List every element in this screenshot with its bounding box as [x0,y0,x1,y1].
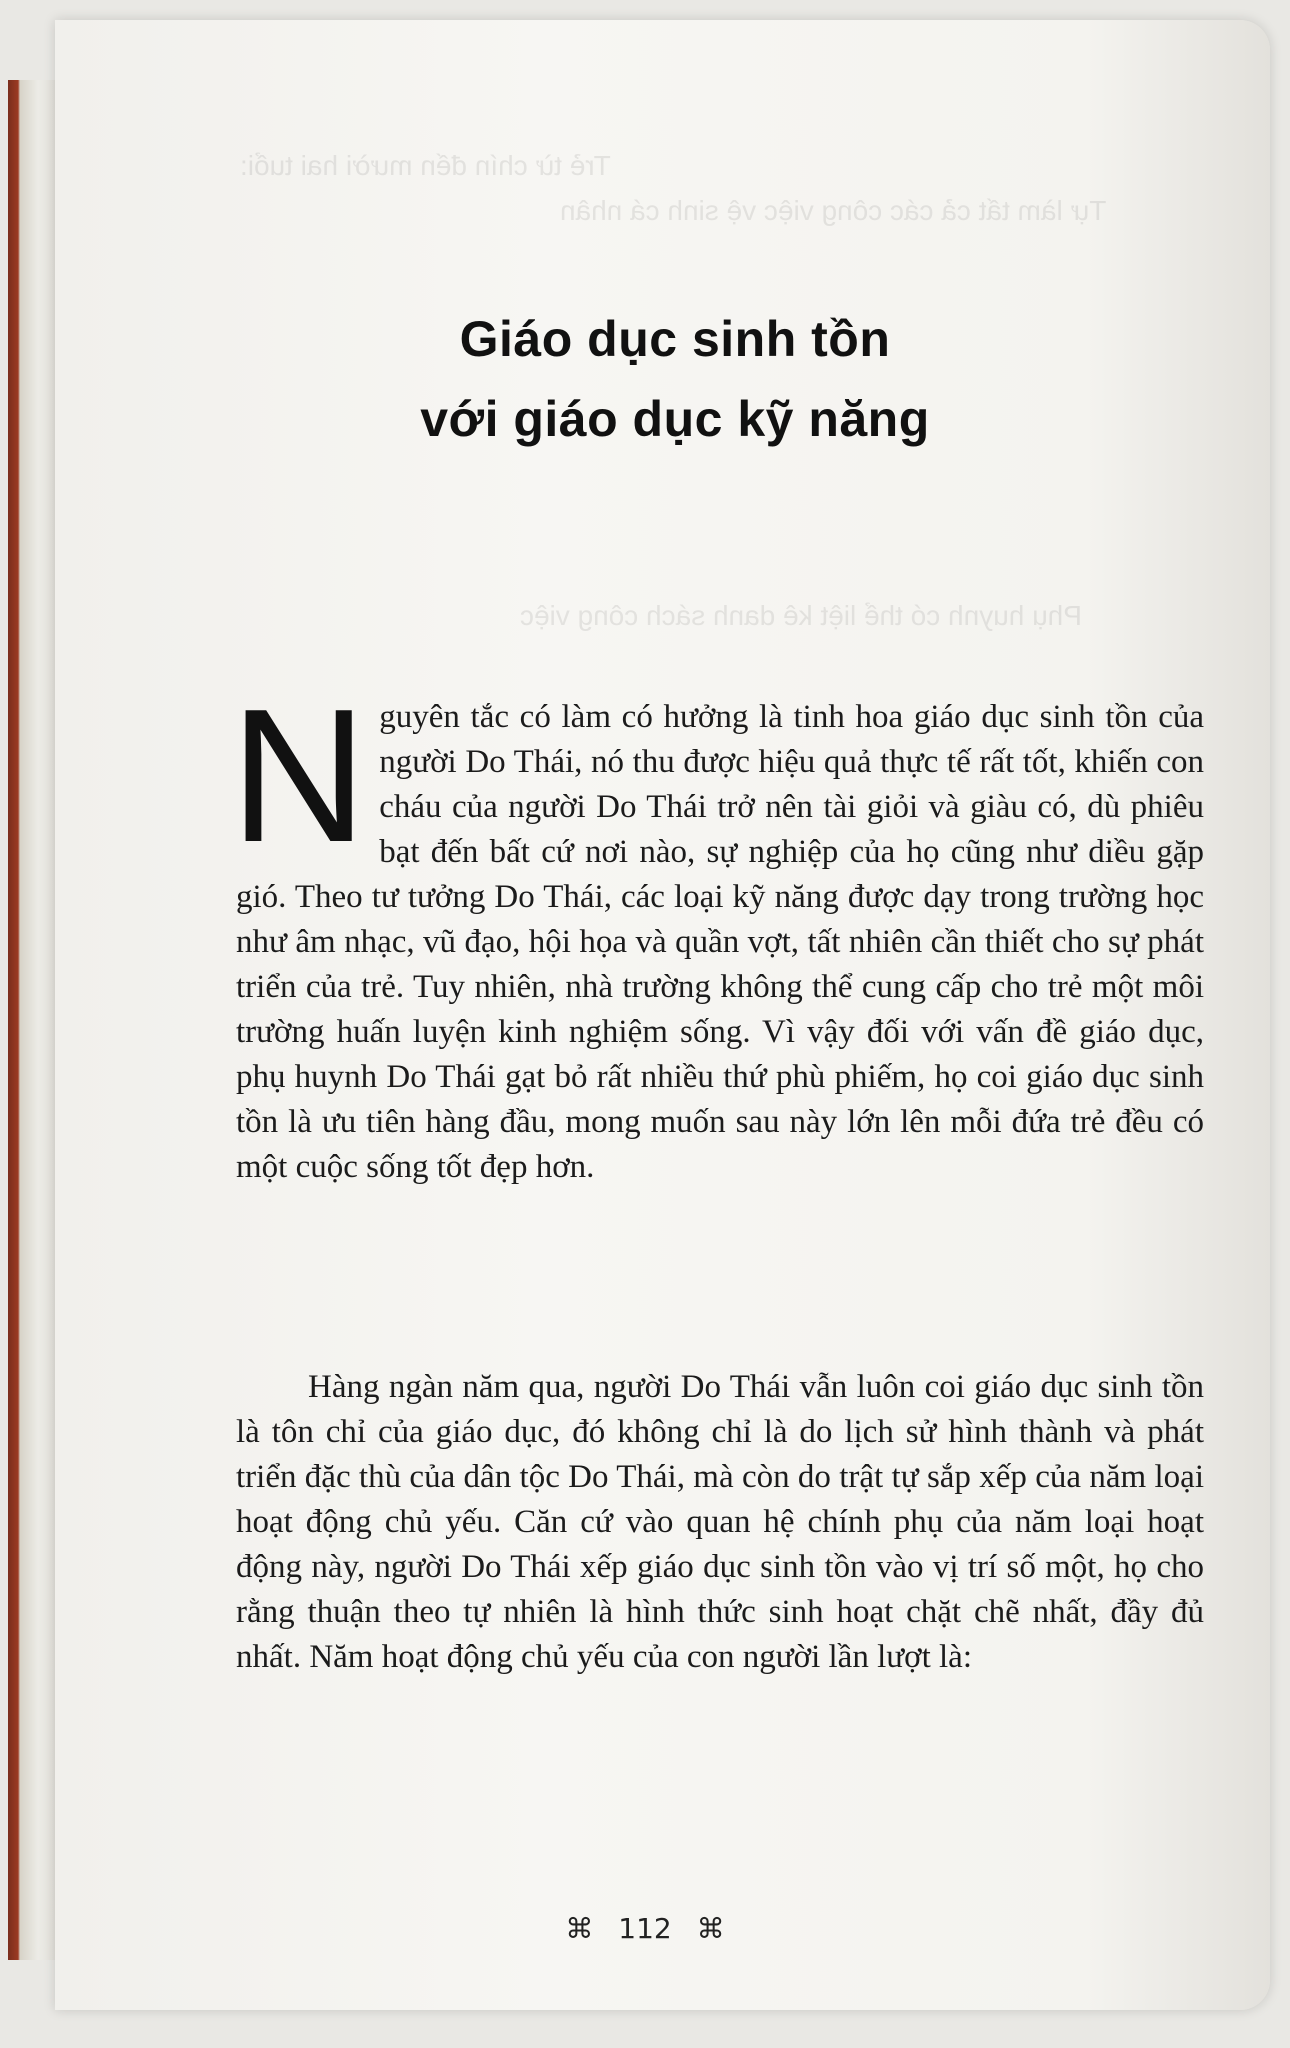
chapter-title-line-1: Giáo dục sinh tồn [459,311,891,367]
ornament-right-icon: ⌘ [696,1912,725,1945]
paragraph-1-text: guyên tắc có làm có hưởng là tinh hoa giáo dục sinh tồn của người Do Thái, nó thu được hiệu quả thực tế rất tốt, khiến con cháu của người Do Thái trở nên tài giỏi và giàu có, dù phiêu bạt đến bất cứ nơi nào, sự nghiệp của họ cũng như diều gặp gió. Theo tư tưởng Do Thái, các loại kỹ năng được dạy trong trường học như âm nhạc, vũ đạo, hội họa và quần vợt, tất nhiên cần thiết cho sự phát triển của trẻ. Tuy nhiên, nhà trường không thể cung cấp cho trẻ một môi trường huấn luyện kinh nghiệm sống. Vì vậy đối với vấn đề giáo dục, phụ huynh Do Thái gạt bỏ rất nhiều thứ phù phiếm, họ coi giáo dục sinh tồn là ưu tiên hàng đầu, mong muốn sau này lớn lên mỗi đứa trẻ đều có một cuộc sống tốt đẹp hơn. [236,699,1204,1185]
body-paragraph-2: Hàng ngàn năm qua, người Do Thái vẫn luôn coi giáo dục sinh tồn là tôn chỉ của giáo dục, đó không chỉ là do lịch sử hình thành và phát triển đặc thù của dân tộc Do Thái, mà còn do trật tự sắp xếp của năm loại hoạt động chủ yếu. Căn cứ vào quan hệ chính phụ của năm loại hoạt động này, người Do Thái xếp giáo dục sinh tồn vào vị trí số một, họ cho rằng thuận theo tự nhiên là hình thức sinh hoạt chặt chẽ nhất, đầy đủ nhất. Năm hoạt động chủ yếu của con người lần lượt là: [236,1369,1204,1675]
ornament-left-icon: ⌘ [565,1912,594,1945]
drop-cap: N [230,670,368,882]
show-through-text: Tự làm tất cả các công việc vệ sinh cá nhân [560,195,1107,226]
page-number: 112 [618,1912,672,1945]
show-through-text: Phụ huynh có thể liệt kê danh sách công việc [520,600,1082,631]
body-paragraph-1 [230,670,1204,1190]
page-footer [0,1912,1290,1945]
show-through-text: Trẻ từ chín đến mười hai tuổi: [240,150,611,181]
chapter-title-line-2: với giáo dục kỹ năng [420,391,930,447]
